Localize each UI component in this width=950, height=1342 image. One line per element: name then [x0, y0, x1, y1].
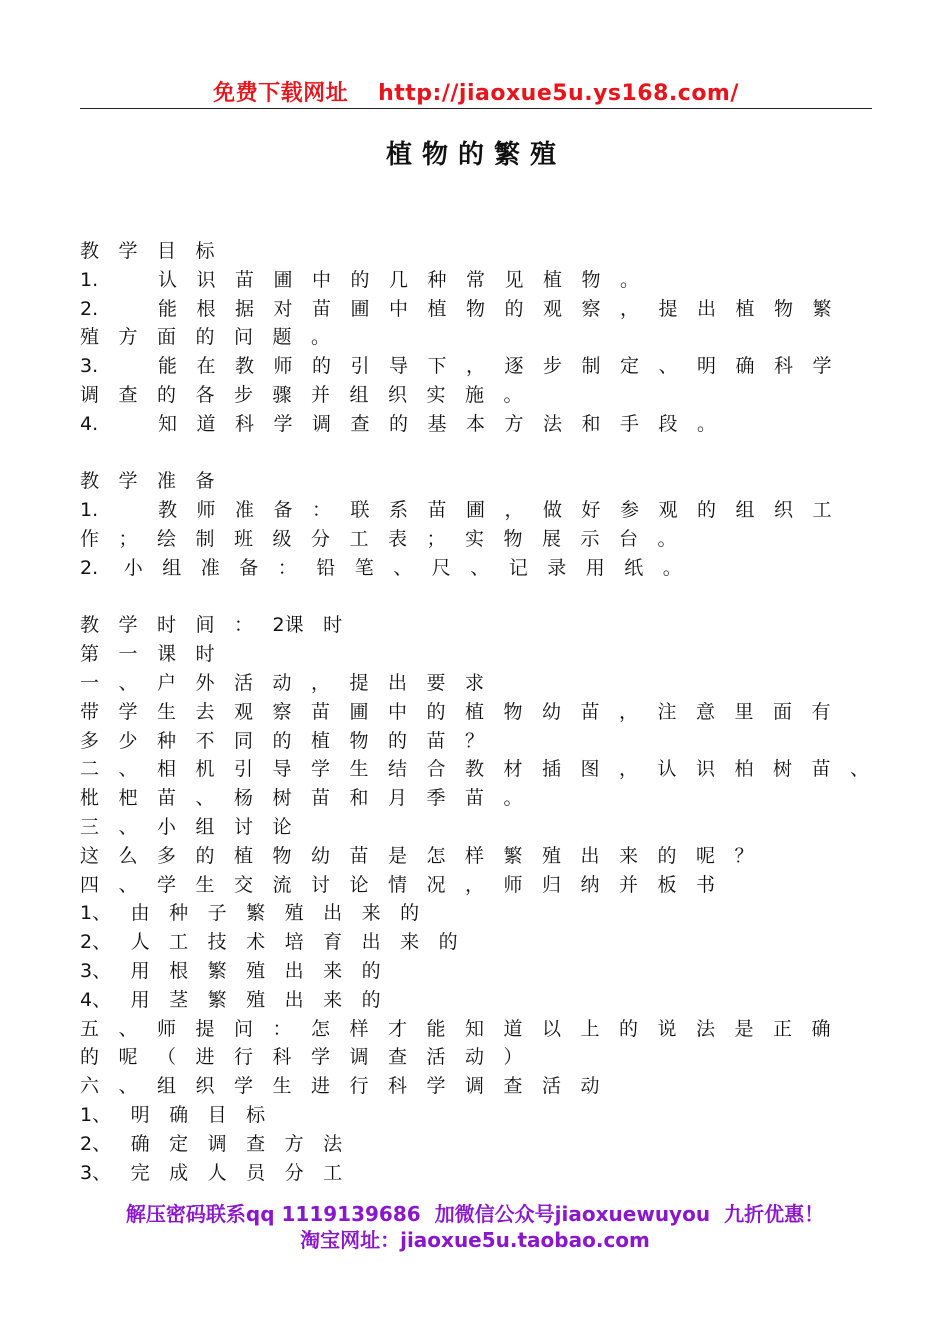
preparation-item: 2. 小组准备：铅笔、尺、记录用纸。	[80, 556, 702, 579]
teaching-time: 教学时间：2课时	[80, 614, 362, 637]
header-label: 免费下载网址	[213, 81, 349, 106]
objective-item: 4. 知道科学调查的基本方法和手段。	[80, 412, 736, 435]
download-header	[80, 76, 872, 107]
step-line: 枇杷苗、杨树苗和月季苗。	[80, 787, 543, 810]
step-line: 二、相机引导学生结合教材插图，认识柏树苗、	[80, 758, 889, 781]
board-item: 4、用茎繁殖出来的	[80, 988, 401, 1011]
footer-password-contact: 解压密码联系qq 1119139686	[125, 1202, 421, 1226]
step-line: 的呢（进行科学调查活动）	[80, 1046, 543, 1069]
board-item: 3、用根繁殖出来的	[80, 959, 401, 982]
step-line: 带学生去观察苗圃中的植物幼苗，注意里面有	[80, 700, 851, 723]
activity-item: 3、完成人员分工	[80, 1161, 362, 1184]
step-line: 三、小组讨论	[80, 815, 312, 838]
board-item: 1、由种子繁殖出来的	[80, 902, 439, 925]
header-divider	[80, 108, 872, 109]
page-title: 植物的繁殖	[385, 140, 566, 170]
footer-wechat: 加微信公众号jiaoxuewuyou	[434, 1202, 711, 1226]
objective-item: 1. 认识苗圃中的几种常见植物。	[80, 268, 659, 291]
activity-item: 1、明确目标	[80, 1103, 285, 1126]
preparation-item: 1. 教师准备：联系苗圃，做好参观的组织工	[80, 499, 852, 522]
preparation-item-cont: 作；绘制班级分工表；实物展示台。	[80, 527, 697, 550]
objective-item: 2. 能根据对苗圃中植物的观察，提出植物繁	[80, 297, 852, 320]
header-url-link[interactable]: http://jiaoxue5u.ys168.com/	[378, 81, 739, 106]
objective-item: 3. 能在教师的引导下，逐步制定、明确科学	[80, 355, 852, 378]
step-line: 多少种不同的植物的苗？	[80, 729, 504, 752]
step-line: 这么多的植物幼苗是怎样繁殖出来的呢？	[80, 844, 774, 867]
objective-item-cont: 调查的各步骤并组织实施。	[80, 383, 543, 406]
objective-item-cont: 殖方面的问题。	[80, 326, 350, 349]
footer-taobao-link[interactable]: 淘宝网址：jiaoxue5u.taobao.com	[300, 1228, 650, 1252]
document-body	[80, 237, 889, 1187]
lesson-heading: 第一课时	[80, 643, 235, 666]
step-line: 六、组织学生进行科学调查活动	[80, 1075, 620, 1098]
activity-item: 2、确定调查方法	[80, 1132, 362, 1155]
step-line: 四、学生交流讨论情况，师归纳并板书	[80, 873, 735, 896]
step-line: 一、户外活动，提出要求	[80, 671, 504, 694]
step-line: 五、师提问：怎样才能知道以上的说法是正确	[80, 1017, 851, 1040]
board-item: 2、人工技术培育出来的	[80, 931, 478, 954]
objectives-heading: 教学目标	[80, 240, 235, 262]
footer-promo	[0, 1198, 950, 1227]
footer-discount: 九折优惠！	[724, 1202, 825, 1226]
preparation-heading: 教学准备	[80, 470, 235, 493]
